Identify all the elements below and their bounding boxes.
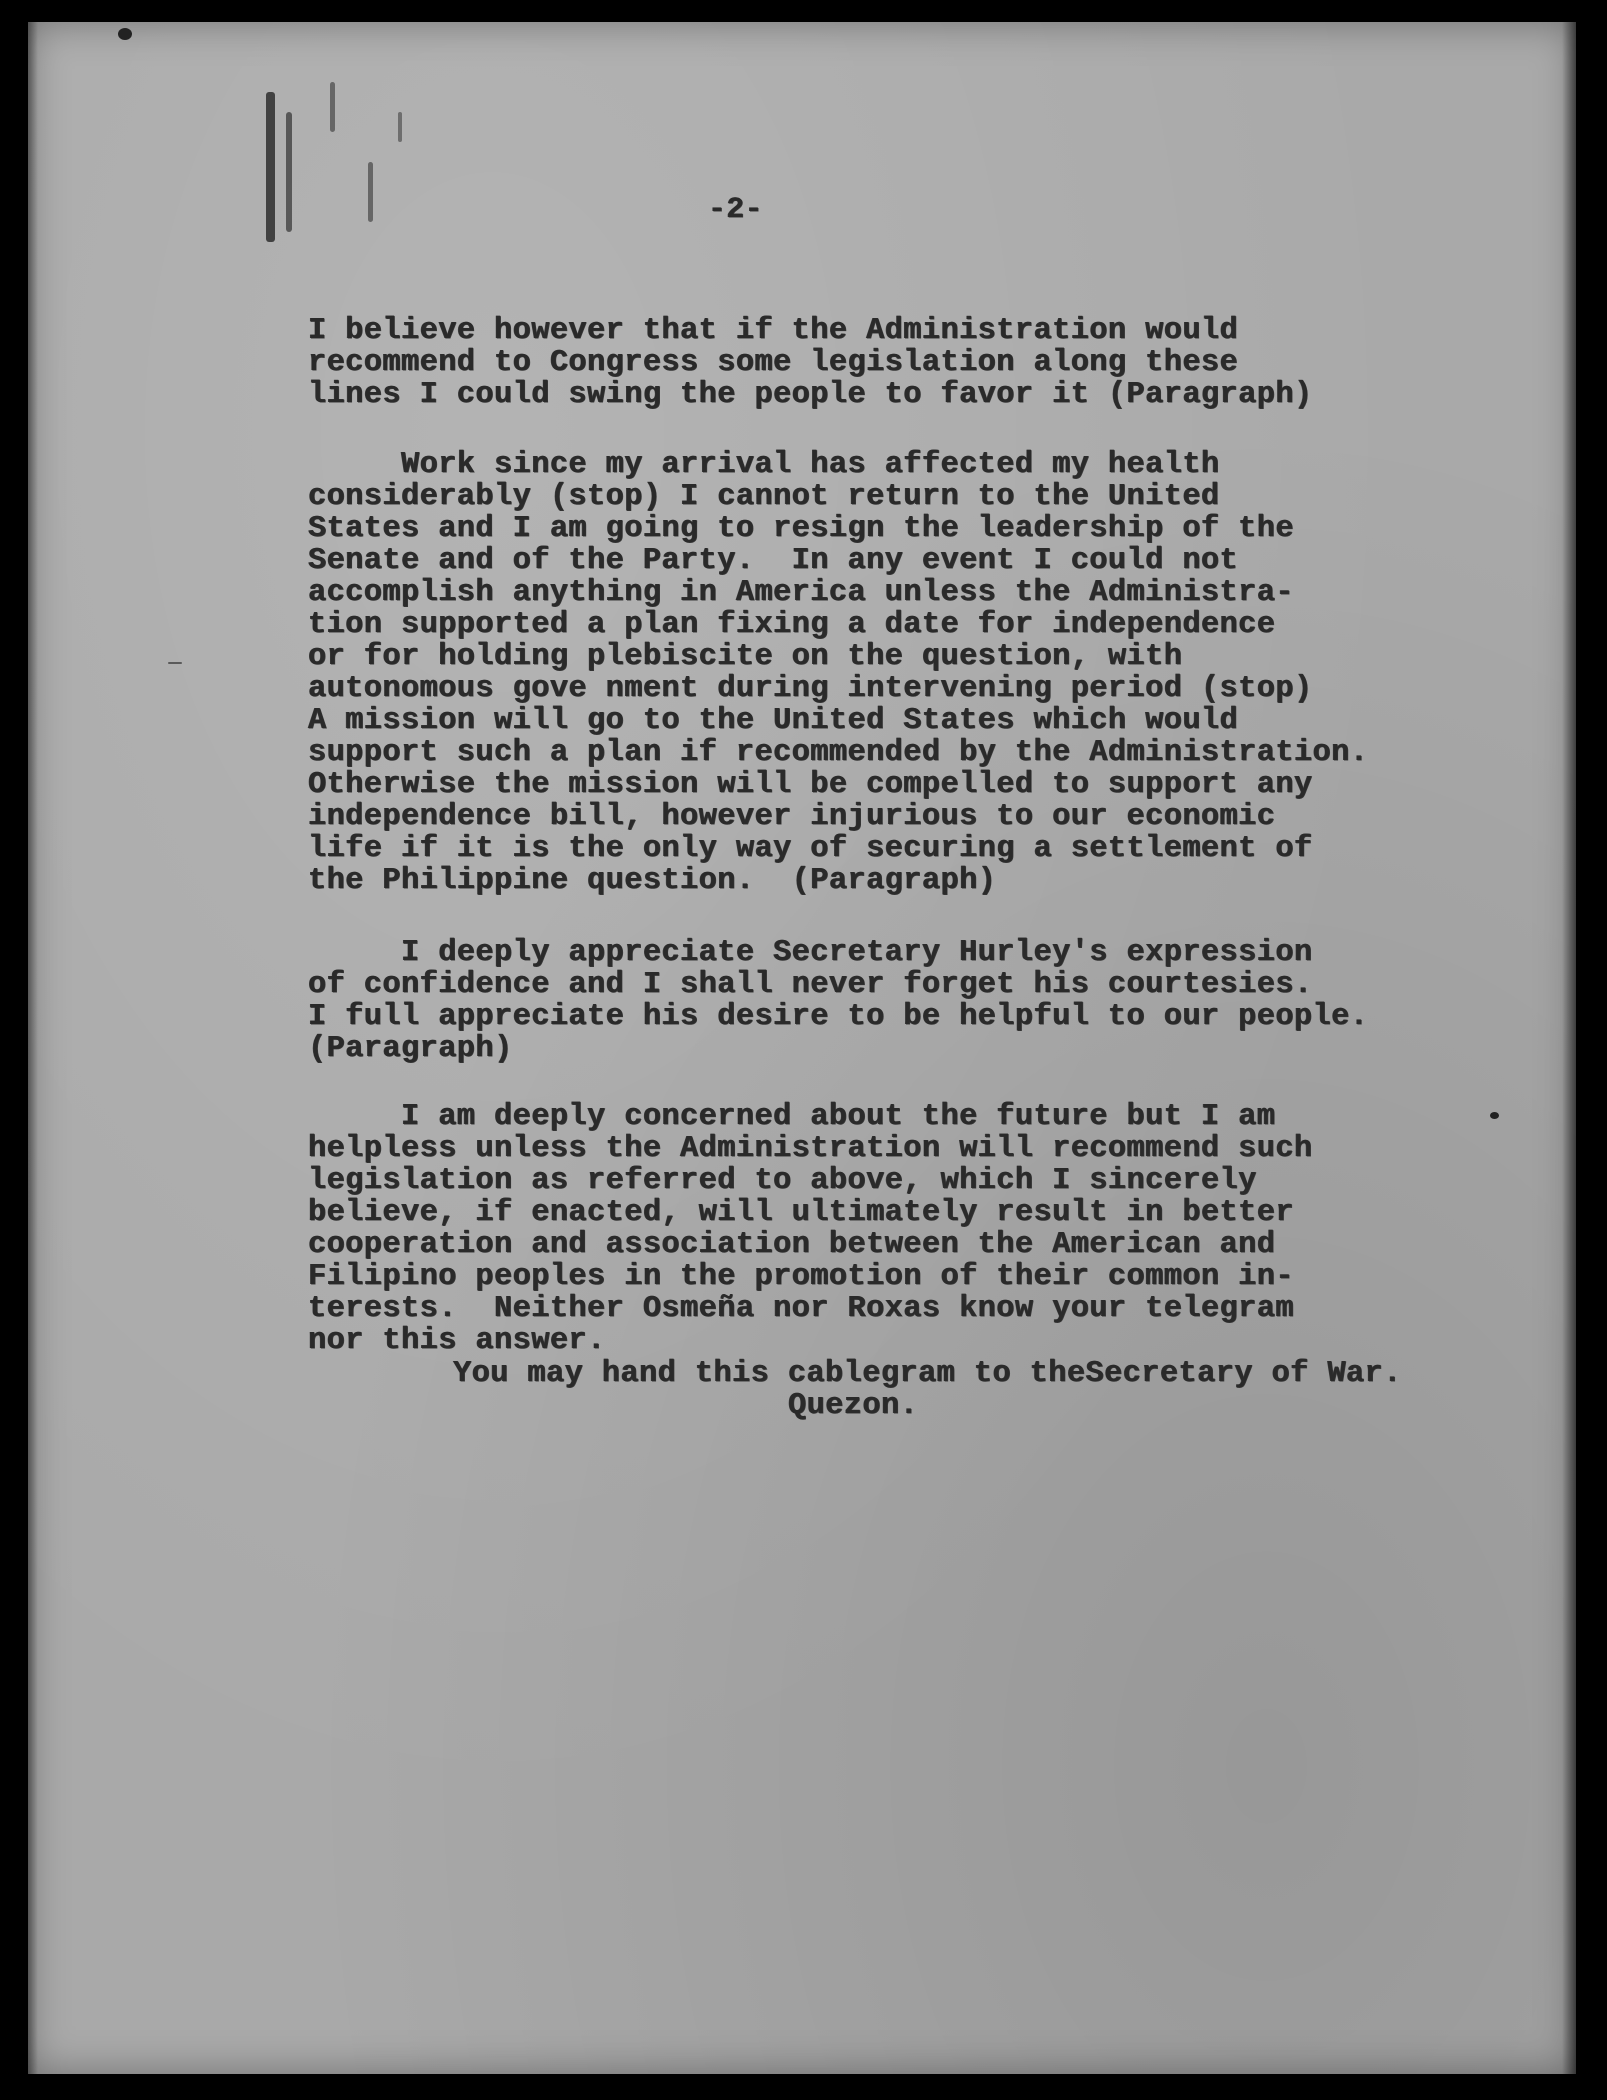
document-page bbox=[28, 22, 1576, 2074]
signature: Quezon. bbox=[788, 1389, 919, 1423]
scan-smudge bbox=[368, 162, 373, 222]
page-edge-shadow-left bbox=[28, 22, 38, 2074]
scan-speck bbox=[118, 28, 132, 40]
paragraph-2: Work since my arrival has affected my health considerably (stop) I cannot return to the United States and I am going to resign the leadership of the Senate and of the Party. In any event I could not accomplish anything in America unless the Administra- tion supported a plan fixing a date for independence or for holding plebiscite on the question, with autonomous gove nment during intervening period (stop) A mission will go to the United States which would support such a plan if recommended by the Administration. Otherwise the mission will be compelled to support any independence bill, however injurious to our economic life if it is the only way of securing a settlement of the Philippine question. (Paragraph) bbox=[308, 448, 1369, 898]
scan-speck bbox=[1490, 1112, 1499, 1119]
scan-smudge bbox=[286, 112, 292, 232]
page-edge-shadow-right bbox=[1562, 22, 1576, 2074]
paragraph-4: I am deeply concerned about the future but I am helpless unless the Administration will recommend such legislation as referred to above, which I sincerely believe, if enacted, will ultimately result in better cooperation and association between the American and Filipino peoples in the promotion of their common in- terests. Neither Osmeña nor Roxas know your telegram nor this answer. bbox=[308, 1100, 1313, 1358]
scan-smudge bbox=[398, 112, 402, 142]
paragraph-1: I believe however that if the Administration would recommend to Congress some legislation along these lines I could swing the people to favor it (Paragraph) bbox=[308, 314, 1313, 412]
paragraph-3: I deeply appreciate Secretary Hurley's expression of confidence and I shall never forget his courtesies. I full appreciate his desire to be helpful to our people. (Paragraph) bbox=[308, 936, 1369, 1066]
scan-smudge bbox=[330, 82, 335, 132]
scan-smudge bbox=[266, 92, 275, 242]
scan-speck bbox=[168, 662, 182, 664]
page-number: -2- bbox=[708, 193, 763, 227]
closing-line: You may hand this cablegram to theSecretary of War. bbox=[453, 1357, 1402, 1391]
